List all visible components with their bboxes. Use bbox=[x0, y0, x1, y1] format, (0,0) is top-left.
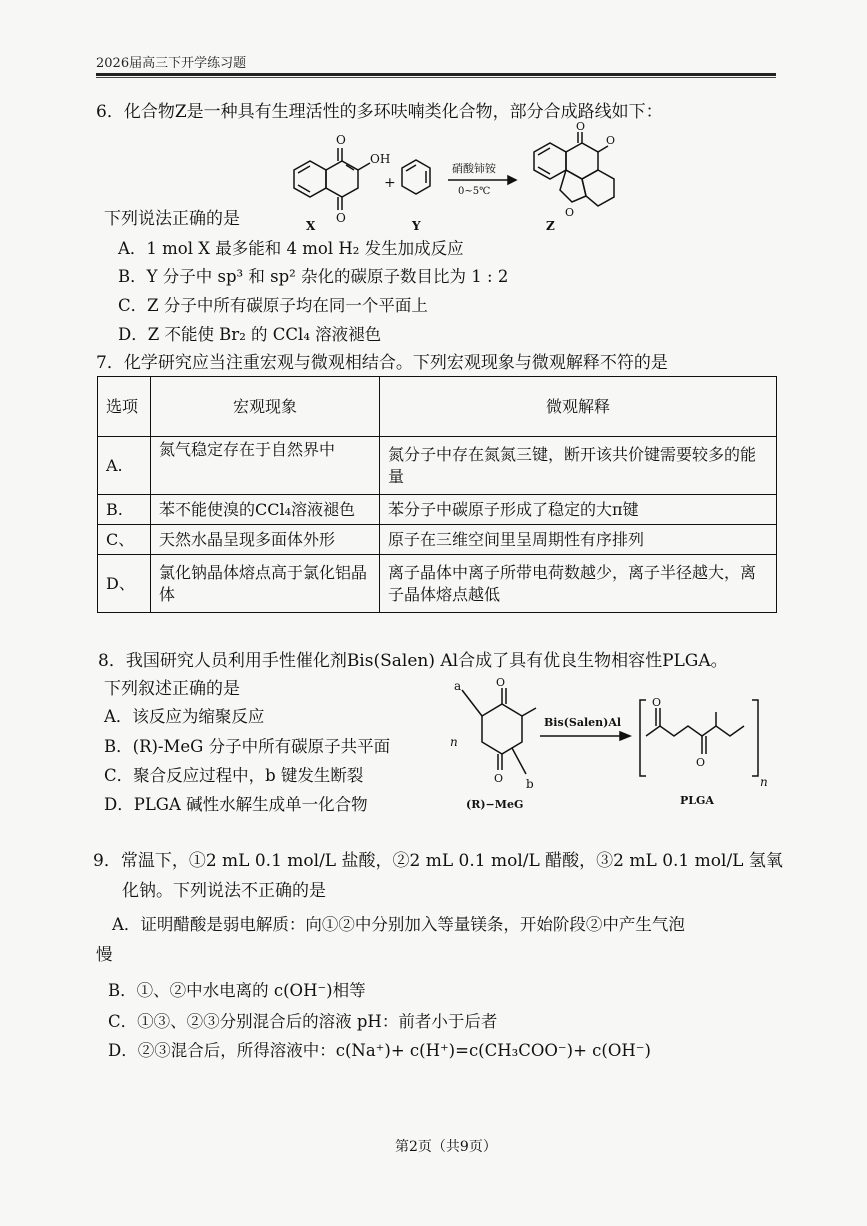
q9-option-a-cont: 慢 bbox=[96, 945, 113, 964]
svg-text:+: + bbox=[384, 175, 396, 191]
molecule-z bbox=[534, 120, 615, 233]
q6-option-b: B．Y 分子中 sp³ 和 sp² 杂化的碳原子数目比为 1 : 2 bbox=[118, 267, 509, 286]
q6-stem: 6．化合物Z是一种具有生理活性的多环呋喃类化合物，部分合成路线如下： bbox=[96, 102, 663, 122]
q7-header-micro: 微观解释 bbox=[380, 377, 777, 437]
q9-option-b: B．①、②中水电离的 c(OH⁻)相等 bbox=[108, 981, 366, 1000]
q8-lead: 下列叙述正确的是 bbox=[104, 679, 240, 699]
q9-option-a: A．证明醋酸是弱电解质：向①②中分别加入等量镁条，开始阶段②中产生气泡 bbox=[112, 915, 685, 934]
q6-option-d: D．Z 不能使 Br₂ 的 CCl₄ 溶液褪色 bbox=[118, 325, 382, 344]
molecule-plga bbox=[640, 696, 768, 807]
q8-option-b: B．(R)-MeG 分子中所有碳原子共平面 bbox=[104, 737, 391, 756]
svg-text:O: O bbox=[336, 133, 346, 147]
table-row: A. 氮气稳定存在于自然界中 氮分子中存在氮氮三键，断开该共价键需要较多的能量 bbox=[98, 437, 777, 495]
svg-text:a: a bbox=[454, 679, 462, 693]
q6-option-c: C．Z 分子中所有碳原子均在同一个平面上 bbox=[118, 296, 428, 315]
q8-option-a: A．该反应为缩聚反应 bbox=[104, 707, 265, 726]
q9-stem-line1: 9．常温下，①2 mL 0.1 mol/L 盐酸，②2 mL 0.1 mol/L 醋酸，③2 mL 0.1 mol/L 氢氧 bbox=[93, 851, 783, 871]
svg-text:Bis(Salen)Al: Bis(Salen)Al bbox=[544, 716, 622, 729]
q8-option-d: D．PLGA 碱性水解生成单一化合物 bbox=[104, 795, 368, 814]
q9-stem-line2: 化钠。下列说法不正确的是 bbox=[122, 881, 326, 901]
q8-reaction-scheme bbox=[440, 676, 770, 816]
svg-text:(R)−MeG: (R)−MeG bbox=[466, 798, 524, 811]
svg-text:OH: OH bbox=[370, 152, 391, 166]
svg-text:PLGA: PLGA bbox=[680, 794, 714, 807]
svg-text:n: n bbox=[450, 735, 458, 749]
header-rule bbox=[96, 73, 776, 76]
svg-text:O: O bbox=[652, 696, 662, 709]
molecule-y bbox=[402, 160, 430, 233]
table-row: C、 天然水晶呈现多面体外形 原子在三维空间里呈周期性有序排列 bbox=[98, 525, 777, 555]
q8-stem: 8．我国研究人员利用手性催化剂Bis(Salen) Al合成了具有优良生物相容性PLGA。 bbox=[98, 651, 728, 671]
header-rule-thin bbox=[96, 77, 776, 78]
svg-text:O: O bbox=[696, 756, 706, 769]
table-row: D、 氯化钠晶体熔点高于氯化铝晶体 离子晶体中离子所带电荷数越少，离子半径越大，离子晶体熔点越低 bbox=[98, 555, 777, 613]
svg-text:O: O bbox=[494, 772, 504, 785]
q7-header-option: 选项 bbox=[98, 377, 151, 437]
table-row: B. 苯不能使溴的CCl₄溶液褪色 苯分子中碳原子形成了稳定的大π键 bbox=[98, 495, 777, 525]
q8-option-c: C．聚合反应过程中，b 键发生断裂 bbox=[104, 766, 364, 785]
svg-text:硝酸铈铵: 硝酸铈铵 bbox=[452, 162, 496, 175]
svg-text:n: n bbox=[760, 775, 768, 789]
svg-text:O: O bbox=[576, 120, 586, 133]
svg-text:O: O bbox=[496, 676, 506, 689]
svg-text:Y: Y bbox=[412, 219, 421, 233]
q7-table bbox=[97, 376, 777, 613]
page-footer: 第2页（共9页） bbox=[395, 1139, 497, 1155]
q7-header-macro: 宏观现象 bbox=[151, 377, 380, 437]
svg-text:X: X bbox=[306, 219, 316, 233]
svg-text:O: O bbox=[606, 134, 616, 147]
q9-option-d: D．②③混合后，所得溶液中：c(Na⁺)+ c(H⁺)=c(CH₃COO⁻)+ c(OH⁻) bbox=[108, 1041, 651, 1060]
svg-text:b: b bbox=[526, 777, 534, 791]
q7-stem: 7．化学研究应当注重宏观与微观相结合。下列宏观现象与微观解释不符的是 bbox=[96, 353, 668, 373]
exam-header: 2026届高三下开学练习题 bbox=[96, 56, 247, 71]
q6-lead: 下列说法正确的是 bbox=[104, 209, 240, 229]
molecule-x bbox=[294, 133, 390, 233]
svg-text:O: O bbox=[565, 206, 575, 219]
q6-reaction-scheme bbox=[280, 120, 640, 235]
svg-text:Z: Z bbox=[546, 219, 555, 233]
svg-text:O: O bbox=[336, 211, 346, 225]
q9-option-c: C．①③、②③分别混合后的溶液 pH：前者小于后者 bbox=[108, 1012, 498, 1031]
q6-option-a: A．1 mol X 最多能和 4 mol H₂ 发生加成反应 bbox=[118, 239, 464, 258]
svg-text:0~5℃: 0~5℃ bbox=[458, 186, 491, 197]
molecule-meg bbox=[450, 676, 536, 811]
